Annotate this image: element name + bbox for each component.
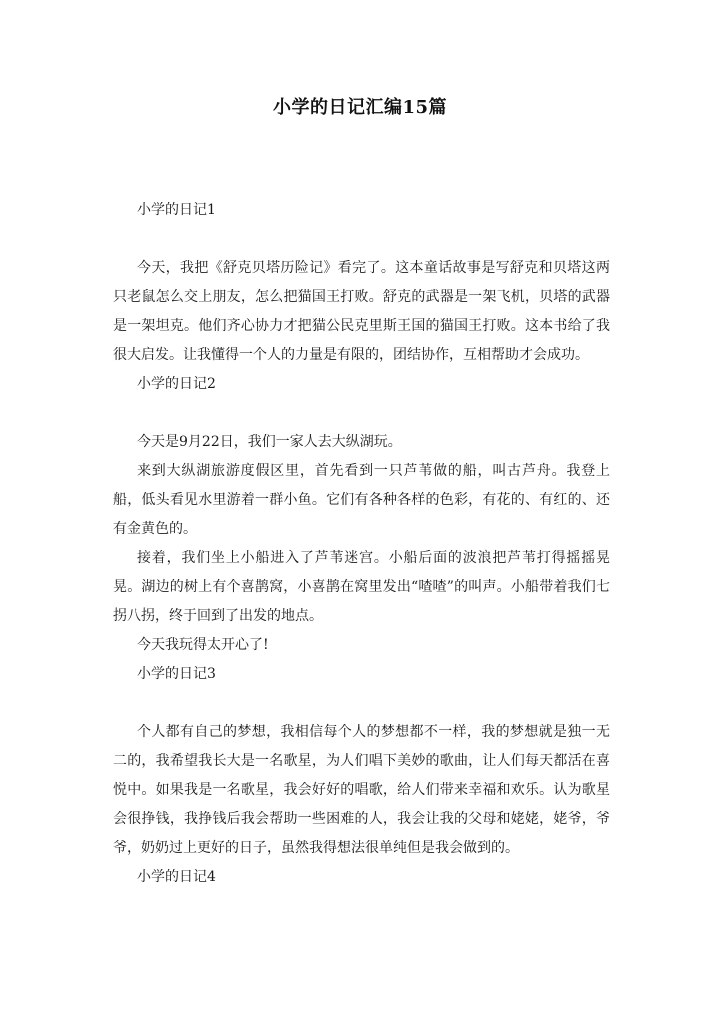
entry-1-heading: 小学的日记1 <box>137 202 216 218</box>
entry-2-paragraph-4: 今天我玩得太开心了! <box>137 637 269 653</box>
document-title: 小学的日记汇编15篇 <box>272 97 448 118</box>
document-body <box>113 196 610 892</box>
entry-3-heading: 小学的日记3 <box>137 666 216 682</box>
spacer <box>113 399 610 428</box>
entry-2-paragraph-1: 今天是9月22日，我们一家人去大纵湖玩。 <box>137 434 402 450</box>
entry-1-paragraph-1: 今天，我把《舒克贝塔历险记》看完了。这本童话故事是写舒克和贝塔这两只老鼠怎么交上朋友，怎么把猫国王打败。舒克的武器是一架飞机，贝塔的武器是一架坦克。他们齐心协力才把猫公民克里斯王国的猫国王打败。这本书给了我很大启发。让我懂得一个人的力量是有限的，团结协作，互相帮助才会成功。 <box>113 260 610 363</box>
entry-4-heading: 小学的日记4 <box>137 869 216 885</box>
entry-3-paragraph-1: 个人都有自己的梦想，我相信每个人的梦想都不一样，我的梦想就是独一无二的，我希望我长大是一名歌星，为人们唱下美妙的歌曲，让人们每天都活在喜悦中。如果我是一名歌星，我会好好的唱歌，给人们带来幸福和欢乐。认为歌星会很挣钱，我挣钱后我会帮助一些困难的人，我会让我的父母和姥姥，姥爷，爷爷，奶奶过上更好的日子，虽然我得想法很单纯但是我会做到的。 <box>113 724 610 856</box>
entry-2-paragraph-3: 接着，我们坐上小船进入了芦苇迷宫。小船后面的波浪把芦苇打得摇摇晃晃。湖边的树上有个喜鹊窝，小喜鹊在窝里发出“喳喳”的叫声。小船带着我们七拐八拐，终于回到了出发的地点。 <box>113 550 610 624</box>
spacer <box>113 225 610 254</box>
entry-2-heading: 小学的日记2 <box>137 376 216 392</box>
spacer <box>113 689 610 718</box>
entry-2-paragraph-2: 来到大纵湖旅游度假区里，首先看到一只芦苇做的船，叫古芦舟。我登上船，低头看见水里游着一群小鱼。它们有各种各样的色彩，有花的、有红的、还有金黄色的。 <box>113 463 610 537</box>
